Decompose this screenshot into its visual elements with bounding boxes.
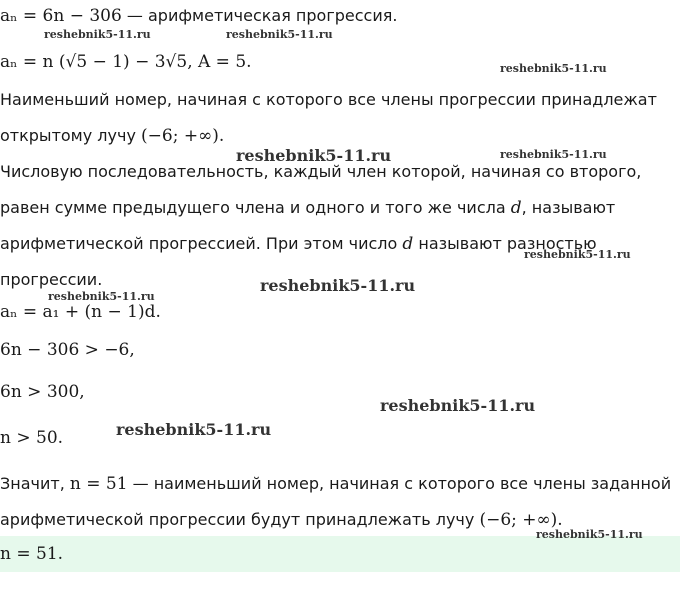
- watermark: reshebnik5-11.ru: [226, 28, 333, 41]
- text-definition-3b: называют разностью: [413, 234, 597, 253]
- text-conclusion-c: арифметической прогрессии будут принадлежать лучу: [0, 510, 480, 529]
- answer-highlight: [0, 536, 680, 572]
- formula-sequence: aₙ = 6n − 306: [0, 6, 122, 26]
- formula-inequality-3: n > 50.: [0, 428, 64, 448]
- formula-general-term: aₙ = a₁ + (n − 1)d.: [0, 302, 161, 322]
- watermark: reshebnik5-11.ru: [236, 146, 392, 165]
- formula-d-2: d: [402, 234, 414, 254]
- formula-interval: (−6; +∞).: [141, 126, 225, 146]
- line-5: [0, 162, 641, 182]
- watermark: reshebnik5-11.ru: [48, 290, 155, 303]
- line-13: [0, 474, 671, 494]
- formula-n51: n = 51: [69, 474, 128, 494]
- line-1: [0, 6, 397, 26]
- line-7: [0, 234, 597, 254]
- text-definition-4: прогрессии.: [0, 270, 103, 289]
- watermark: reshebnik5-11.ru: [260, 276, 416, 295]
- line-10: [0, 340, 135, 360]
- line-11: [0, 382, 85, 402]
- answer-text: n = 51.: [0, 544, 64, 564]
- line-8: [0, 270, 102, 290]
- formula-inequality-2: 6n > 300,: [0, 382, 85, 402]
- line-9: [0, 302, 161, 322]
- formula-d: d: [510, 198, 522, 218]
- text-definition-3a: арифметической прогрессией. При этом число: [0, 234, 403, 253]
- watermark: reshebnik5-11.ru: [44, 28, 151, 41]
- text-definition-1: Числовую последовательность, каждый член которой, начиная со второго,: [0, 162, 642, 181]
- line-6: [0, 198, 615, 218]
- line-3: [0, 90, 657, 110]
- line-2: [0, 52, 252, 72]
- watermark: reshebnik5-11.ru: [500, 148, 607, 161]
- watermark: reshebnik5-11.ru: [116, 420, 272, 439]
- watermark: reshebnik5-11.ru: [380, 396, 536, 415]
- text-open-ray: открытому лучу: [0, 126, 141, 145]
- line-4: [0, 126, 224, 146]
- formula-interval-2: (−6; +∞).: [479, 510, 563, 530]
- formula-inequality-1: 6n − 306 > −6,: [0, 340, 135, 360]
- text-definition-2a: равен сумме предыдущего члена и одного и того же числа: [0, 198, 511, 217]
- watermark: reshebnik5-11.ru: [536, 528, 643, 541]
- line-answer: [0, 544, 63, 564]
- text-sequence-label: — арифметическая прогрессия.: [121, 6, 398, 25]
- line-12: [0, 428, 63, 448]
- text-definition-2b: , называют: [521, 198, 616, 217]
- line-14: [0, 510, 563, 530]
- text-conclusion-b: — наименьший номер, начиная с которого все члены заданной: [127, 474, 672, 493]
- formula-task: aₙ = n (√5 − 1) − 3√5, A = 5.: [0, 52, 252, 72]
- text-conclusion-a: Значит,: [0, 474, 70, 493]
- watermark: reshebnik5-11.ru: [500, 62, 607, 75]
- text-question: Наименьший номер, начиная с которого все члены прогрессии принадлежат: [0, 90, 657, 109]
- watermark: reshebnik5-11.ru: [524, 248, 631, 261]
